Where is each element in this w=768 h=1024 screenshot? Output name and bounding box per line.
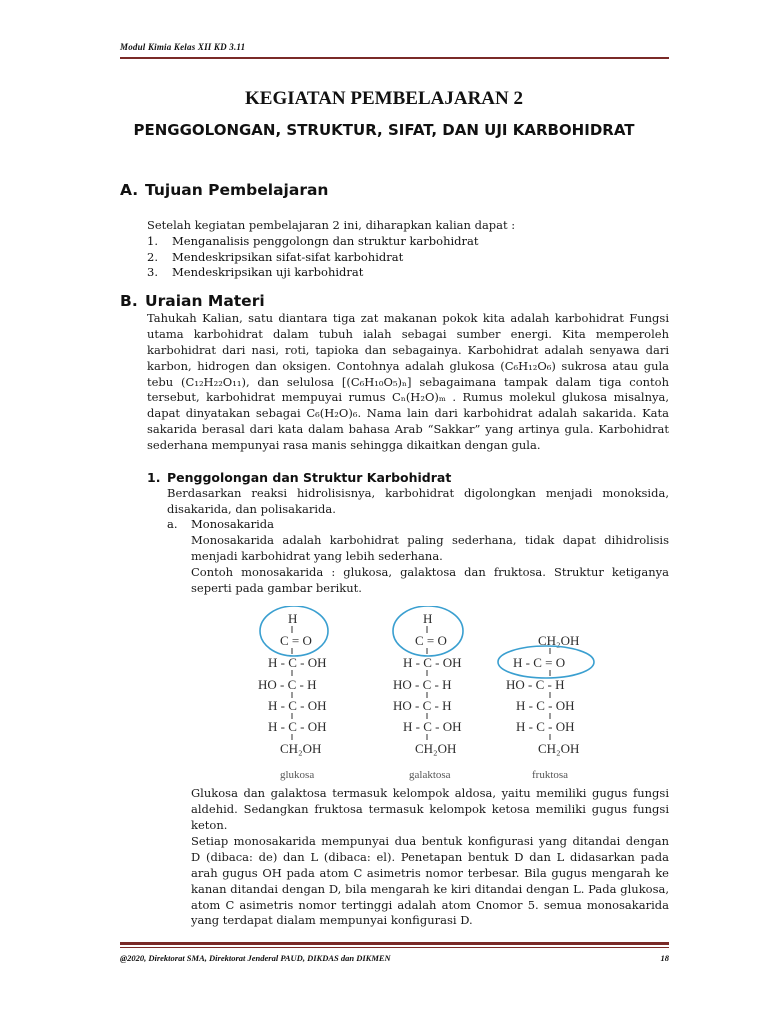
atom-label: HO - C - H xyxy=(393,698,452,713)
structure-caption: galaktosa xyxy=(409,769,451,781)
atom-label: CH₂OH xyxy=(538,633,580,648)
structure-caption: glukosa xyxy=(280,769,315,781)
glukosa-structure xyxy=(258,606,328,781)
line-text: sukrosa atau gula xyxy=(561,358,669,373)
atom-label: H - C = O xyxy=(513,655,566,670)
subsection-1-heading xyxy=(147,470,451,485)
paragraph-line: Glukosa dan galaktosa termasuk kelompok aldosa, yaitu memiliki gugus fungsi xyxy=(191,786,669,800)
subsection-letter: a. xyxy=(167,517,178,531)
atom-label: CH₂OH xyxy=(538,741,580,756)
monosakarida-paragraph xyxy=(191,533,669,597)
formula-general: Cₙ(H₂O)ₘ xyxy=(392,390,446,405)
atom-label: CH₂OH xyxy=(415,741,457,756)
formula-glucose-hydrate: C₆(H₂O)₆ xyxy=(306,406,358,421)
footer-credit: @2020, Direktorat SMA, Direktorat Jenderal PAUD, DIKDAS dan DIKMEN xyxy=(120,953,391,963)
configuration-paragraph xyxy=(191,834,669,929)
fruktosa-structure xyxy=(498,633,594,781)
paragraph-line: kanan ditandai dengan D, bila mengarah ke kiri ditandai dengan L. Pada glukosa, xyxy=(191,881,669,896)
intro-paragraph xyxy=(147,311,669,454)
list-item-number: 1. xyxy=(147,234,158,248)
footer-rule-thin xyxy=(120,947,669,948)
line-text: sebagaimana tampak dalam tiga contoh xyxy=(419,374,669,389)
paragraph-line: utama karbohidrat dalam tubuh ialah sebagai sumber energi. Kita memperoleh xyxy=(147,326,669,341)
paragraph-line xyxy=(147,375,669,391)
formula-glukosa: (C₆H₁₂O₆) xyxy=(500,358,556,373)
subsection-1-paragraph xyxy=(167,486,669,518)
paragraph-line: atom C asimetris nomor tertinggi adalah atom Cnomor 5. semua monosakarida xyxy=(191,897,669,912)
line-text: karbon, hidrogen dan oksigen. Contohnya adalah glukosa xyxy=(147,358,495,373)
list-item-number: 3. xyxy=(147,265,158,280)
atom-label: H - C - OH xyxy=(403,655,462,670)
atom-label: H xyxy=(288,611,298,626)
header-rule xyxy=(120,57,669,59)
list-item-text: Mendeskripsikan sifat-sifat karbohidrat xyxy=(172,249,404,264)
paragraph-line: yang terdapat dialam mempunyai konfigurasi D. xyxy=(191,913,473,928)
paragraph-line: D (dibaca: de) dan L (dibaca: el). Penetapan bentuk D dan L didasarkan pada xyxy=(191,849,669,864)
page-title: KEGIATAN PEMBELAJARAN 2 xyxy=(245,88,523,109)
paragraph-line: Setiap monosakarida mempunyai dua bentuk konfigurasi yang ditandai dengan xyxy=(191,834,669,848)
paragraph-line: sakarida berasal dari kata dalam bahasa Arab “Sakkar” yang artinya gula. Karbohidrat xyxy=(147,422,669,437)
objectives-intro: Setelah kegiatan pembelajaran 2 ini, diharapkan kalian dapat : xyxy=(147,218,516,232)
structure-caption: fruktosa xyxy=(532,769,569,781)
atom-label: H - C - OH xyxy=(516,719,575,734)
list-item-text: Mendeskripsikan uji karbohidrat xyxy=(172,265,364,280)
atom-label: H - C - OH xyxy=(516,698,575,713)
atom-label: HO - C - H xyxy=(506,677,565,692)
paragraph-line: karbohidrat dari nasi, roti, tapioka dan sebagainya. Karbohidrat adalah senyawa dari xyxy=(147,342,669,357)
footer xyxy=(120,953,669,963)
paragraph-line: disakarida, dan polisakarida. xyxy=(167,501,336,516)
line-text: . Rumus molekul glukosa misalnya, xyxy=(452,390,669,405)
atom-label: H - C - OH xyxy=(403,719,462,734)
paragraph-line: Tahukah Kalian, satu diantara tiga zat makanan pokok kita adalah karbohidrat Fungsi xyxy=(147,311,669,325)
section-b-title: Uraian Materi xyxy=(145,292,265,310)
paragraph-line: keton. xyxy=(191,817,228,832)
monosaccharide-structures-figure xyxy=(258,606,598,788)
atom-label: H - C - OH xyxy=(268,719,327,734)
paragraph-line xyxy=(147,390,669,406)
paragraph-line: Monosakarida adalah karbohidrat paling sederhana, tidak dapat dihidrolisis xyxy=(191,533,669,547)
line-text: tebu xyxy=(147,374,174,389)
aldosa-ketosa-paragraph xyxy=(191,786,669,834)
paragraph-line xyxy=(147,406,669,422)
subsection-number: 1. xyxy=(147,470,161,485)
paragraph-line xyxy=(147,359,669,375)
line-text: , dan selulosa xyxy=(245,374,335,389)
paragraph-line: arah gugus OH pada atom C asimetris nomor terbesar. Bila gugus mengarah ke xyxy=(191,865,669,880)
list-item xyxy=(147,265,479,281)
page-subtitle: PENGGOLONGAN, STRUKTUR, SIFAT, DAN UJI KARBOHIDRAT xyxy=(133,121,635,139)
atom-label: C = O xyxy=(280,633,312,648)
objectives-list xyxy=(147,234,479,281)
subsection-title: Monosakarida xyxy=(191,517,275,531)
line-text: dapat dinyatakan sebagai xyxy=(147,406,301,421)
line-text: . Nama lain dari karbohidrat adalah sakarida. Kata xyxy=(357,406,669,421)
paragraph-line: seperti pada gambar berikut. xyxy=(191,580,362,595)
section-a-title: Tujuan Pembelajaran xyxy=(145,181,329,199)
atom-label: CH₂OH xyxy=(280,741,322,756)
line-text: tersebut, karbohidrat mempuyai rumus xyxy=(147,390,386,405)
list-item-text: Menganalisis penggolongn dan struktur karbohidrat xyxy=(172,234,479,248)
section-a-label: A. xyxy=(120,181,139,199)
paragraph-line: Contoh monosakarida : glukosa, galaktosa dan fruktosa. Struktur ketiganya xyxy=(191,564,669,579)
galaktosa-structure xyxy=(393,606,463,781)
atom-label: H - C - OH xyxy=(268,698,327,713)
list-item xyxy=(147,234,479,250)
formula-selulosa: [(C₆H₁₀O₅)ₙ] xyxy=(341,374,412,389)
subsection-a-heading xyxy=(167,517,274,531)
atom-label: HO - C - H xyxy=(258,677,317,692)
paragraph-line: sederhana mempunyai rasa manis sehingga dikaitkan dengan gula. xyxy=(147,438,541,453)
formula-sukrosa: (C₁₂H₂₂O₁₁) xyxy=(181,374,246,389)
running-header: Modul Kimia Kelas XII KD 3.11 xyxy=(120,42,246,52)
list-item-number: 2. xyxy=(147,249,158,264)
paragraph-line: Berdasarkan reaksi hidrolisisnya, karbohidrat digolongkan menjadi monoksida, xyxy=(167,486,669,500)
paragraph-line: menjadi karbohidrat yang lebih sederhana. xyxy=(191,548,443,563)
section-b-label: B. xyxy=(120,292,138,310)
section-b-heading xyxy=(120,292,265,310)
atom-label: HO - C - H xyxy=(393,677,452,692)
atom-label: H xyxy=(423,611,433,626)
footer-rule-thick xyxy=(120,942,669,945)
subsection-title: Penggolongan dan Struktur Karbohidrat xyxy=(167,470,452,485)
atom-label: H - C - OH xyxy=(268,655,327,670)
page-number: 18 xyxy=(660,953,669,963)
paragraph-line: aldehid. Sedangkan fruktosa termasuk kelompok ketosa memiliki gugus fungsi xyxy=(191,801,669,816)
section-a-heading xyxy=(120,181,328,199)
list-item xyxy=(147,250,479,266)
atom-label: C = O xyxy=(415,633,447,648)
